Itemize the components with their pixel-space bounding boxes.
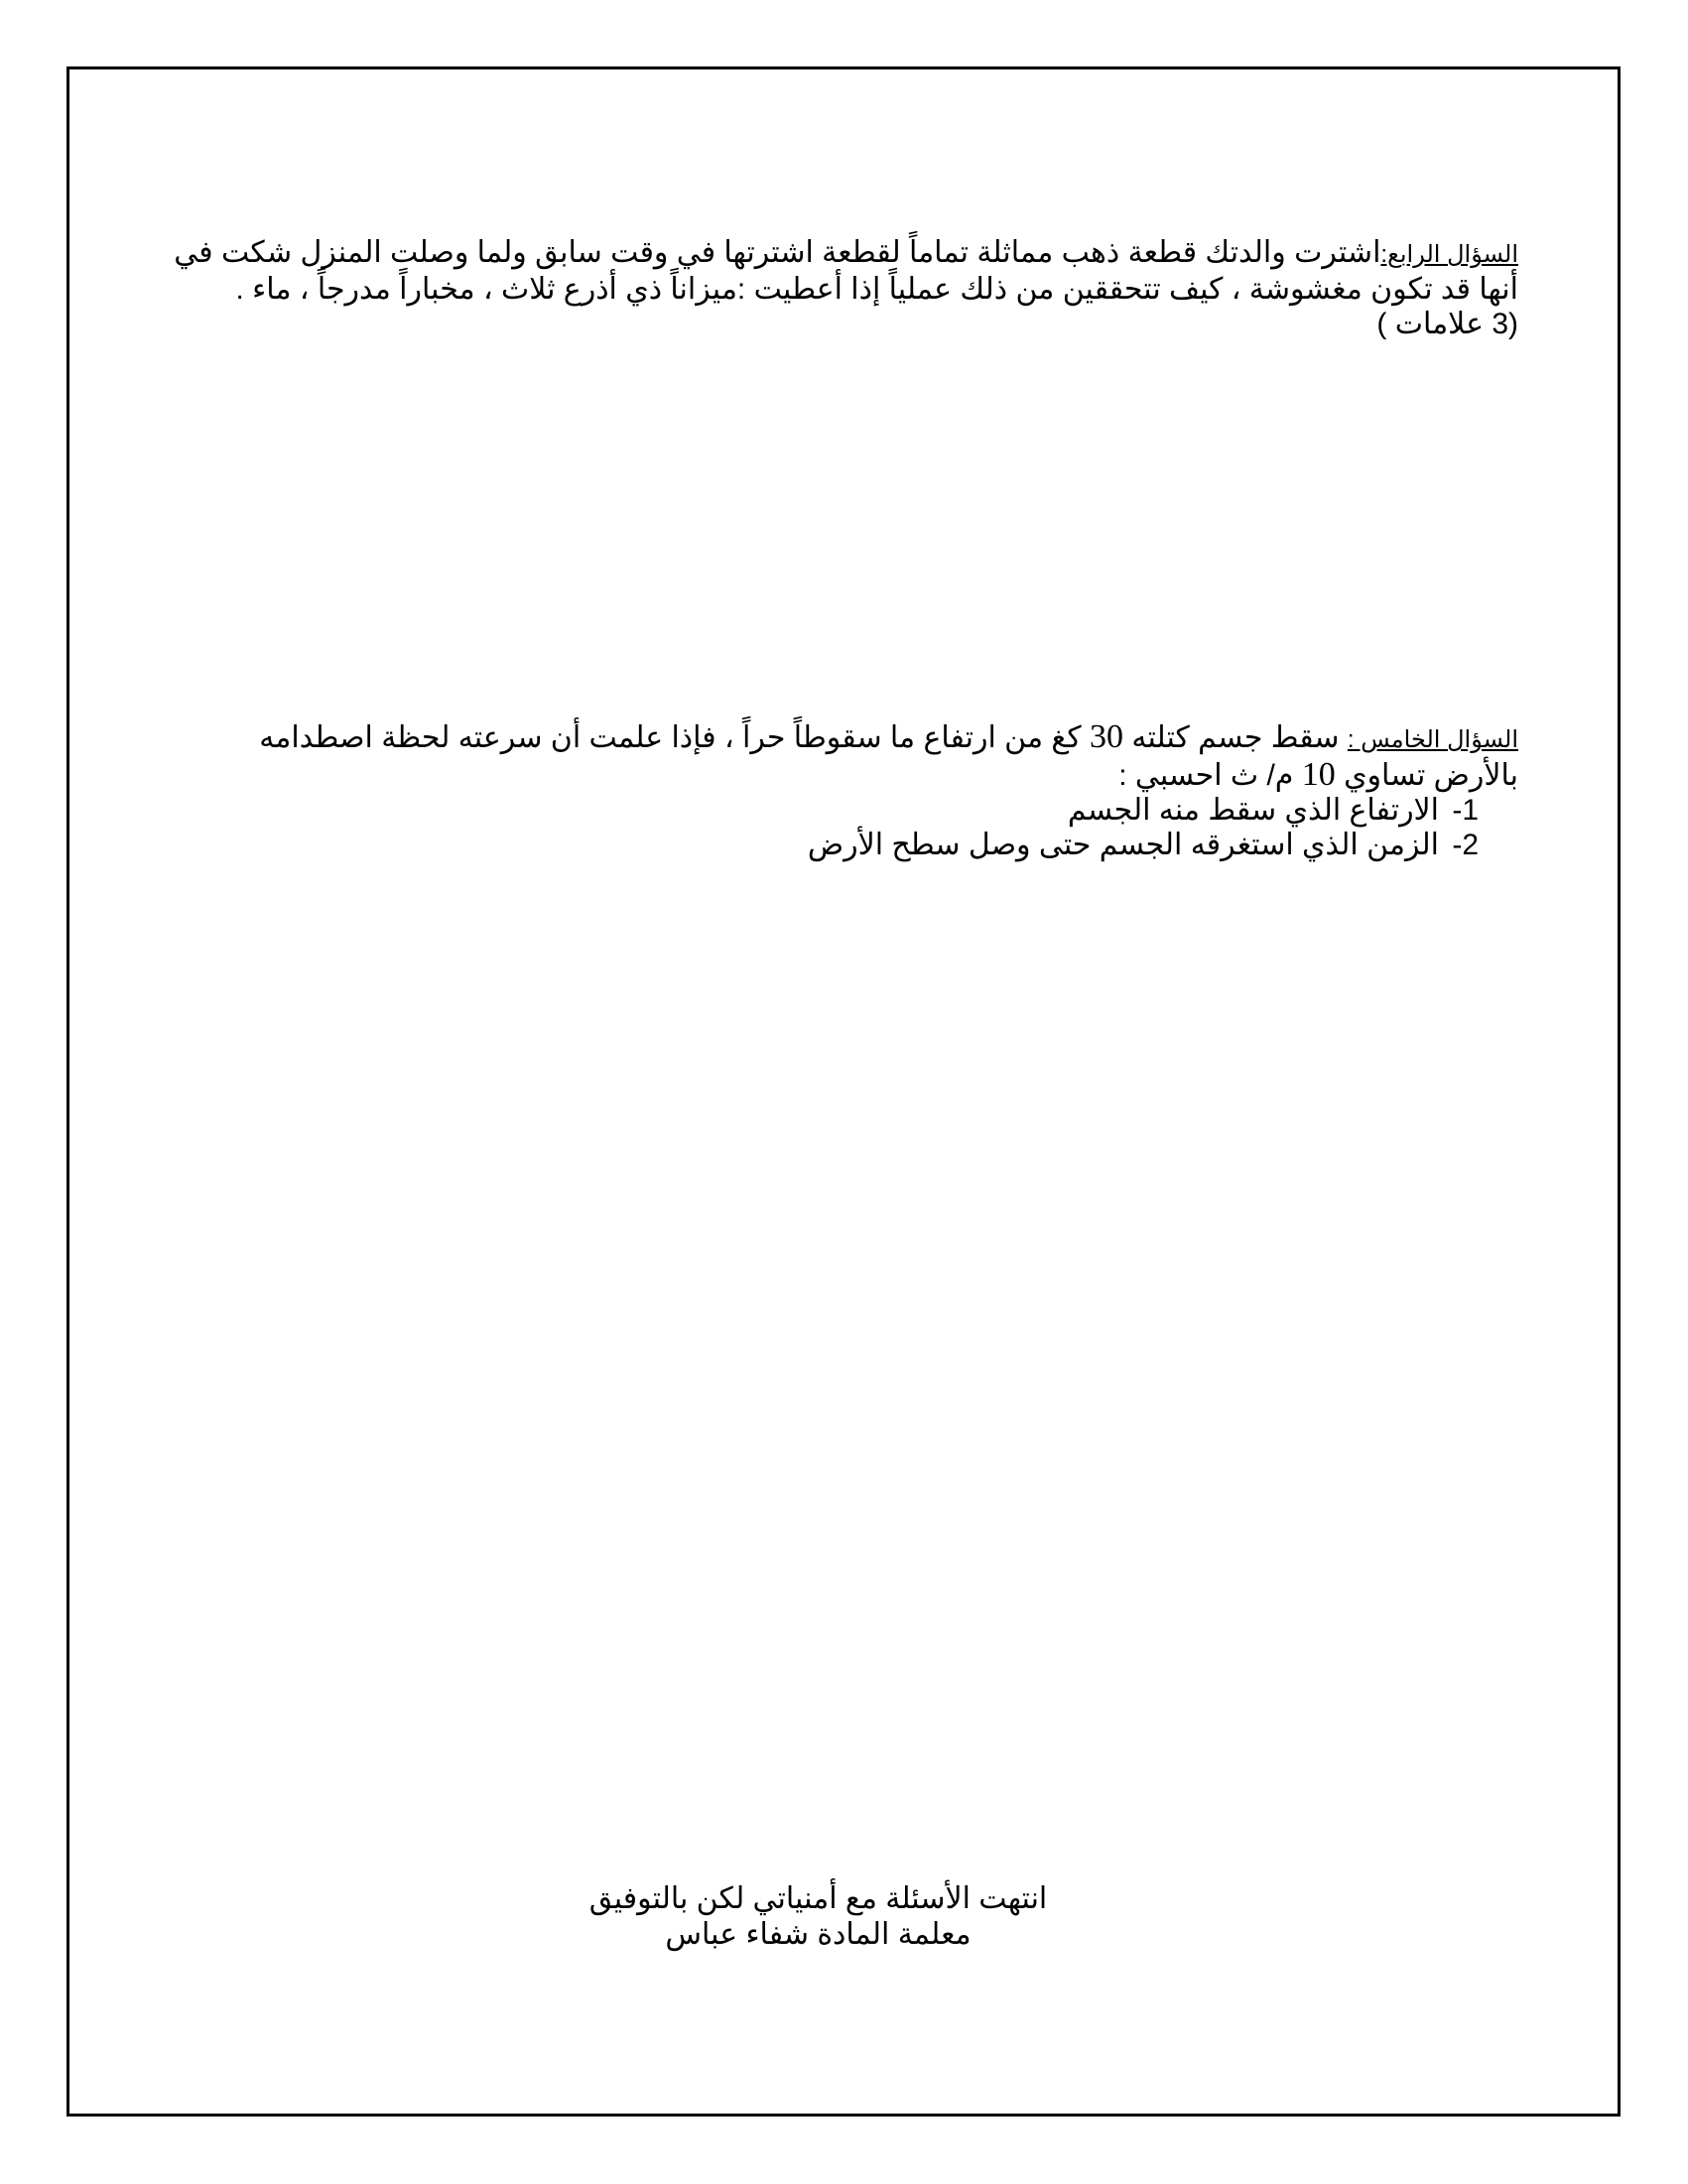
question-four-label: السؤال الرابع: [1380, 241, 1518, 268]
question-four [169, 235, 1518, 341]
question-five-line-2 [228, 757, 1518, 793]
question-five-item-1 [228, 793, 1518, 828]
question-five-text-1b: كغ من ارتفاع ما سقوطاً حراً ، فإذا علمت أن سرعته لحظة اصطدامه [259, 721, 1082, 754]
item-2-text: الزمن الذي استغرقه الجسم حتى وصل سطح الأرض [807, 829, 1439, 861]
page-border [66, 66, 1621, 2117]
question-five-text-2b: م/ ث احسبي : [1118, 759, 1294, 792]
speed-value: 10 [1301, 756, 1336, 793]
question-four-line-2: أنها قد تكون مغشوشة ، كيف تتحققين من ذلك عملياً إذا أعطيت :ميزاناً ذي أذرع ثلاث ، مخباراً مدرجاً ، ماء . [235, 273, 1518, 306]
teacher-signature-line: معلمة المادة شفاء عباس [665, 1918, 972, 1951]
question-five-line-1 [228, 719, 1518, 757]
item-1-number: 1- [1452, 794, 1479, 827]
question-four-text-1: اشترت والدتك قطعة ذهب مماثلة تماماً لقطعة اشترتها في وقت سابق ولما وصلت المنزل شكت في [174, 236, 1381, 269]
question-five-text-2a: بالأرض تساوي [1344, 759, 1518, 792]
question-four-line-1 [169, 235, 1518, 272]
question-five [228, 719, 1518, 862]
mass-value: 30 [1090, 718, 1124, 755]
item-2-number: 2- [1452, 829, 1479, 861]
question-five-item-2 [228, 828, 1518, 862]
item-1-text: الارتفاع الذي سقط منه الجسم [1067, 794, 1439, 827]
question-four-marks: (3 علامات ) [1376, 308, 1518, 340]
closing-note [0, 1881, 1636, 1953]
question-five-text-1a: سقط جسم كتلته [1131, 721, 1340, 754]
closing-line-1: انتهت الأسئلة مع أمنياتي لكن بالتوفيق [588, 1882, 1048, 1915]
question-five-label: السؤال الخامس : [1347, 726, 1518, 753]
